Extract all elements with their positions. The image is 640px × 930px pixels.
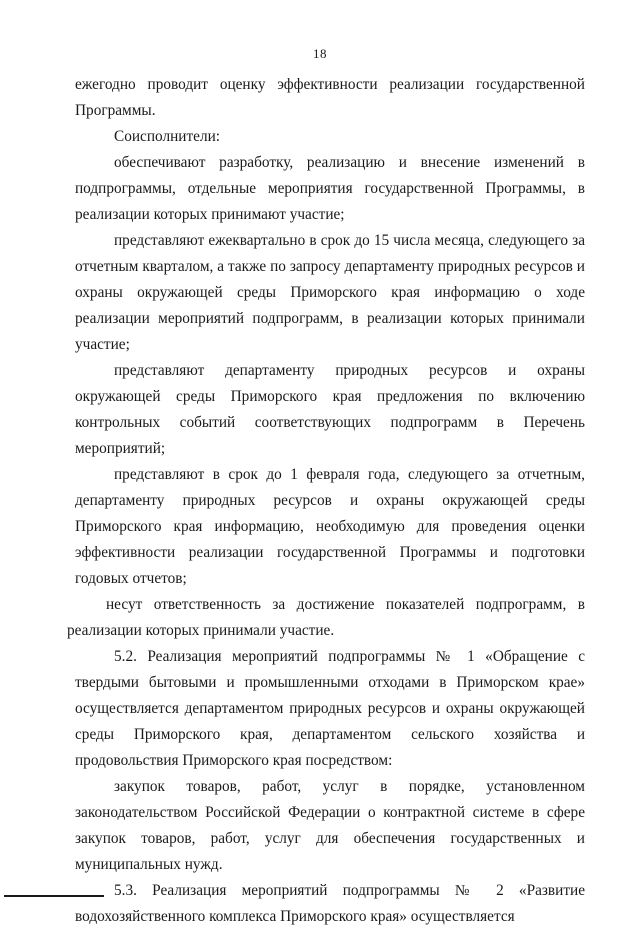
paragraph-1: ежегодно проводит оценку эффективности реализации государственной Программы. (75, 76, 585, 119)
page-number: 18 (313, 46, 327, 61)
paragraph-10: 5.3. Реализация мероприятий подпрограммы № 2 «Развитие водохозяйственного комплекса Приморского края» осуществляется (75, 882, 585, 925)
paragraph-4: представляют ежеквартально в срок до 15 числа месяца, следующего за отчетным кварталом, а также по запросу департаменту природных ресурсов и охраны окружающей среды Приморского края информацию о ходе реализации мероприятий подпрограмм, в реализации которых принимали участие; (75, 232, 585, 353)
paragraph-7: несут ответственность за достижение показателей подпрограмм, в реализации которых принимали участие. (67, 596, 585, 639)
paragraph-9: закупок товаров, работ, услуг в порядке, установленном законодательством Российской Федерации о контрактной системе в сфере закупок товаров, работ, услуг для обеспечения государственных и муниципальных нужд. (75, 778, 585, 873)
paragraph-6: представляют в срок до 1 февраля года, следующего за отчетным, департаменту природных ресурсов и охраны окружающей среды Приморского края информацию, необходимую для проведения оценки эффективности реализации государственной Программы и подготовки годовых отчетов; (75, 466, 585, 587)
paragraph-5: представляют департаменту природных ресурсов и охраны окружающей среды Приморского края предложения по включению контрольных событий соответствующих подпрограмм в Перечень мероприятий; (75, 362, 585, 457)
footnote-separator-rule (4, 895, 104, 897)
paragraph-3: обеспечивают разработку, реализацию и внесение изменений в подпрограммы, отдельные мероприятия государственной Программы, в реализации которых принимают участие; (75, 154, 585, 223)
paragraph-8: 5.2. Реализация мероприятий подпрограммы № 1 «Обращение с твердыми бытовыми и промышленными отходами в Приморском крае» осуществляется департаментом природных ресурсов и охраны окружающей среды Приморского края, департаментом сельского хозяйства и продовольствия Приморского края посредством: (75, 648, 585, 769)
document-body (67, 72, 585, 930)
paragraph-2: Соисполнители: (114, 128, 221, 145)
